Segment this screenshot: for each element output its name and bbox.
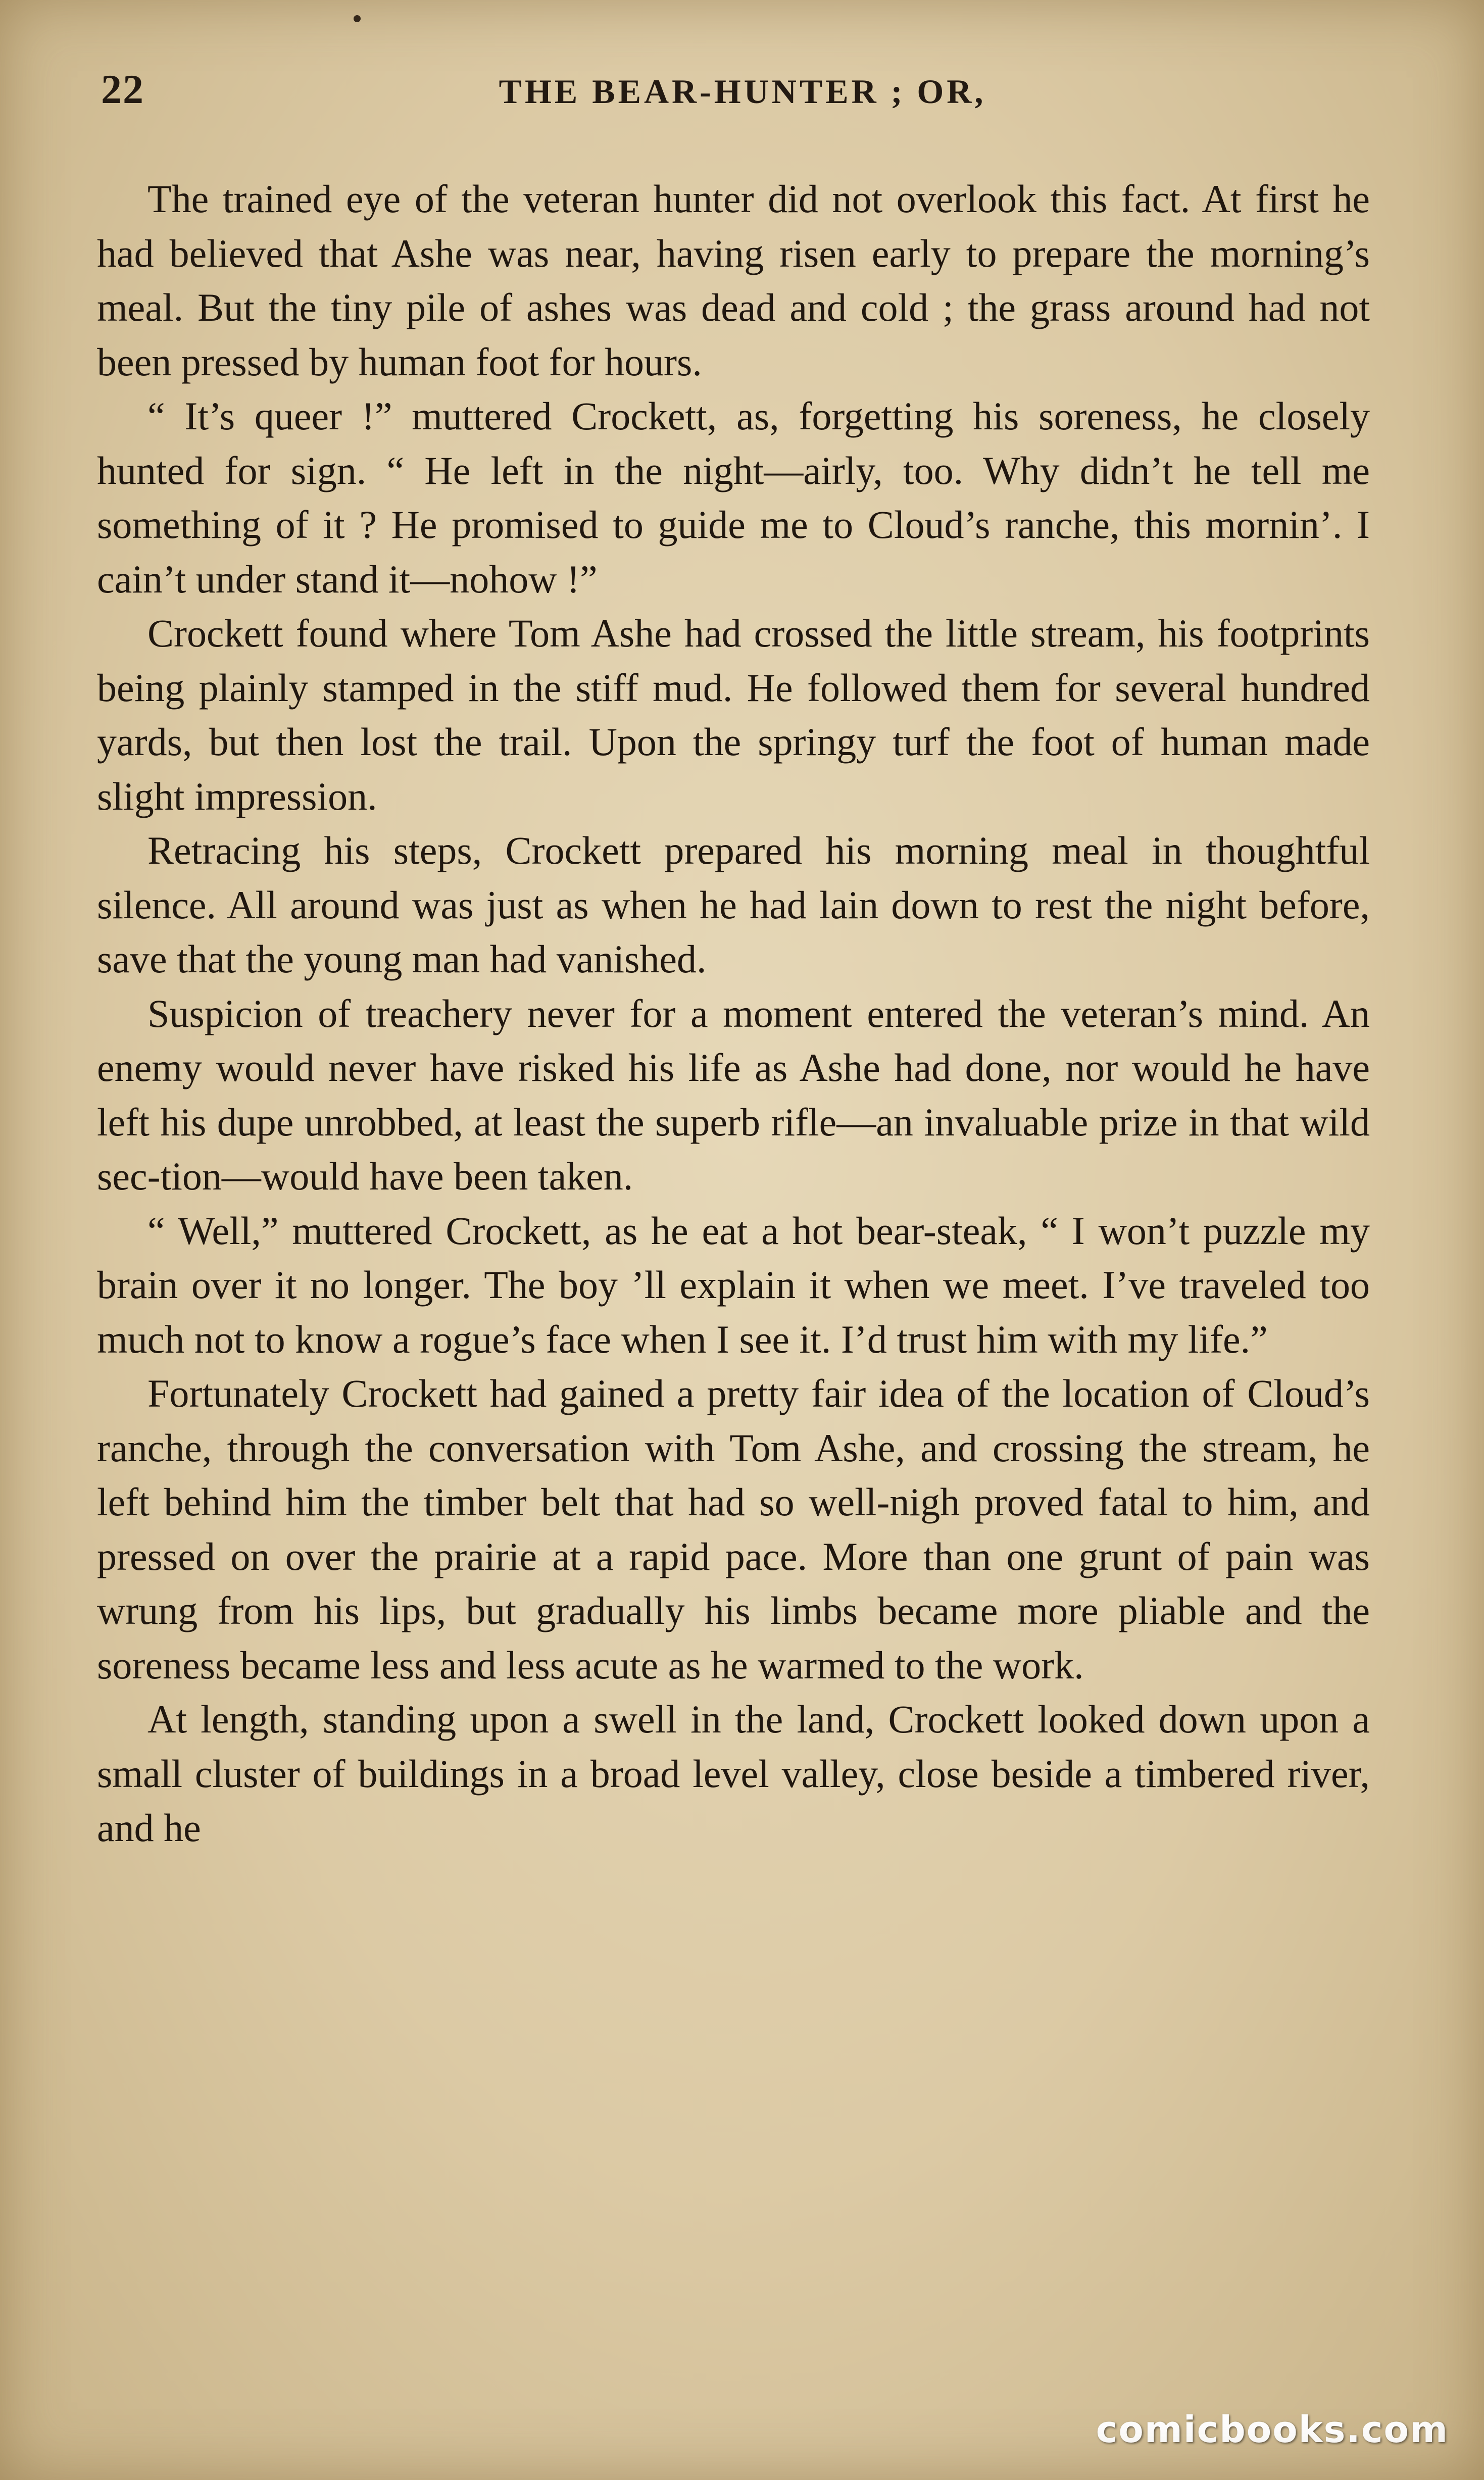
page-number: 22 <box>101 66 144 112</box>
paragraph: “ It’s queer !” muttered Crockett, as, forgetting his soreness, he closely hunted for sign. “ He left in the night—airly, too. Why didn’t he tell me something of it ? He promised to guide me to Cloud’s ranche, this mornin’. I cain’t under stand it—nohow !” <box>97 394 1370 601</box>
ink-speck <box>354 15 361 22</box>
paragraph: Fortunately Crockett had gained a pretty fair idea of the location of Cloud’s ranche, through the conversation with Tom Ashe, and crossing the stream, he left behind him the timber belt that had so well-nigh proved fatal to him, and pressed on over the prairie at a rapid pace. More than one grunt of pain was wrung from his lips, but gradually his limbs became more pliable and the soreness became less and less acute as he warmed to the work. <box>97 1371 1370 1687</box>
paragraph: The trained eye of the veteran hunter did not overlook this fact. At first he had believed that Ashe was near, having risen early to prepare the morning’s meal. But the tiny pile of ashes was dead and cold ; the grass around had not been pressed by human foot for hours. <box>97 177 1370 384</box>
running-title: THE BEAR-HUNTER ; OR, <box>499 72 986 111</box>
paragraph: Suspicion of treachery never for a moment entered the veteran’s mind. An enemy would never have risked his life as Ashe had done, nor would he have left his dupe unrobbed, at least the superb rifle—an invaluable prize in that wild sec-tion—would have been taken. <box>97 991 1370 1198</box>
paragraph: Retracing his steps, Crockett prepared his morning meal in thoughtful silence. All around was just as when he had lain down to rest the night before, save that the young man had vanished. <box>97 828 1370 981</box>
body-text <box>97 172 1370 1855</box>
site-watermark: comicbooks.com <box>1096 2408 1449 2451</box>
paragraph: “ Well,” muttered Crockett, as he eat a hot bear-steak, “ I won’t puzzle my brain over it no longer. The boy ’ll explain it when we meet. I’ve traveled too much not to know a rogue’s face when I see it. I’d trust him with my life.” <box>97 1208 1370 1361</box>
running-head <box>101 66 1384 121</box>
paragraph: At length, standing upon a swell in the land, Crockett looked down upon a small cluster of buildings in a broad level valley, close beside a timbered river, and he <box>97 1697 1370 1850</box>
paragraph: Crockett found where Tom Ashe had crossed the little stream, his footprints being plainly stamped in the stiff mud. He followed them for several hundred yards, but then lost the trail. Upon the springy turf the foot of human made slight impression. <box>97 611 1370 818</box>
